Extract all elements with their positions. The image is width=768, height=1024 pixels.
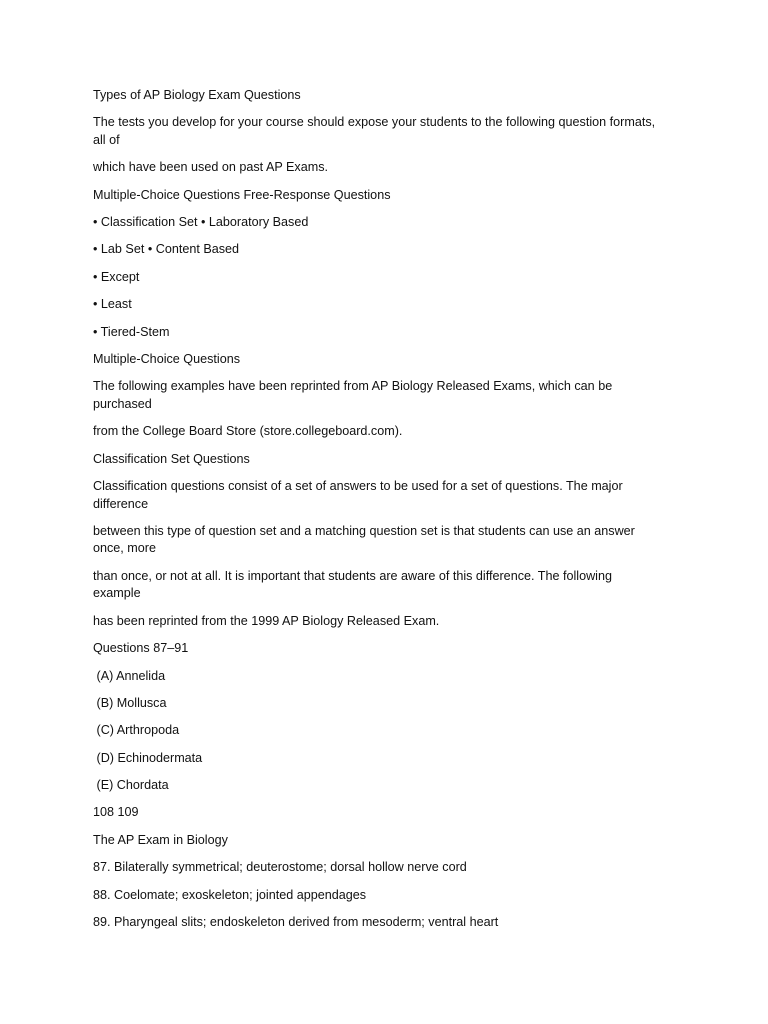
section-heading-classification: Classification Set Questions	[93, 451, 250, 466]
question-item: 89. Pharyngeal slits; endoskeleton derived from mesoderm; ventral heart	[93, 915, 499, 930]
question-type-list-item: • Tiered-Stem	[93, 324, 170, 339]
questions-range-label: Questions 87–91	[93, 641, 189, 656]
question-type-columns-heading: Multiple-Choice Questions Free-Response Questions	[93, 187, 391, 202]
classification-paragraph-line-4: has been reprinted from the 1999 AP Biology Released Exam.	[93, 613, 440, 628]
answer-option: (A) Annelida	[93, 668, 166, 683]
section-heading-multiple-choice: Multiple-Choice Questions	[93, 352, 240, 367]
question-type-list-item: • Lab Set • Content Based	[93, 242, 240, 257]
question-type-list-item: • Least	[93, 297, 132, 312]
answer-option: (D) Echinodermata	[93, 750, 203, 765]
classification-paragraph-line-3: than once, or not at all. It is important that students are aware of this difference. The following example	[93, 568, 616, 601]
intro-paragraph-line-2: which have been used on past AP Exams.	[93, 160, 329, 175]
running-header: The AP Exam in Biology	[93, 832, 228, 847]
answer-option: (C) Arthropoda	[93, 723, 180, 738]
document-title: Types of AP Biology Exam Questions	[93, 88, 301, 102]
document-body	[93, 87, 663, 941]
answer-option: (E) Chordata	[93, 778, 169, 793]
examples-paragraph-line-1: The following examples have been reprinted from AP Biology Released Exams, which can be purchased	[93, 379, 616, 411]
intro-paragraph-line-1: The tests you develop for your course should expose your students to the following question formats, all of	[93, 115, 659, 147]
question-type-list-item: • Except	[93, 269, 140, 284]
question-item: 88. Coelomate; exoskeleton; jointed appendages	[93, 887, 367, 902]
answer-option: (B) Mollusca	[93, 695, 167, 710]
classification-paragraph-line-1: Classification questions consist of a set of answers to be used for a set of questions. The major difference	[93, 479, 627, 511]
question-type-list-item: • Classification Set • Laboratory Based	[93, 215, 309, 230]
page-numbers: 108 109	[93, 805, 139, 820]
examples-paragraph-line-2: from the College Board Store (store.collegeboard.com).	[93, 424, 403, 439]
question-item: 87. Bilaterally symmetrical; deuterostome; dorsal hollow nerve cord	[93, 860, 467, 875]
classification-paragraph-line-2: between this type of question set and a matching question set is that students can use an answer once, more	[93, 523, 639, 556]
